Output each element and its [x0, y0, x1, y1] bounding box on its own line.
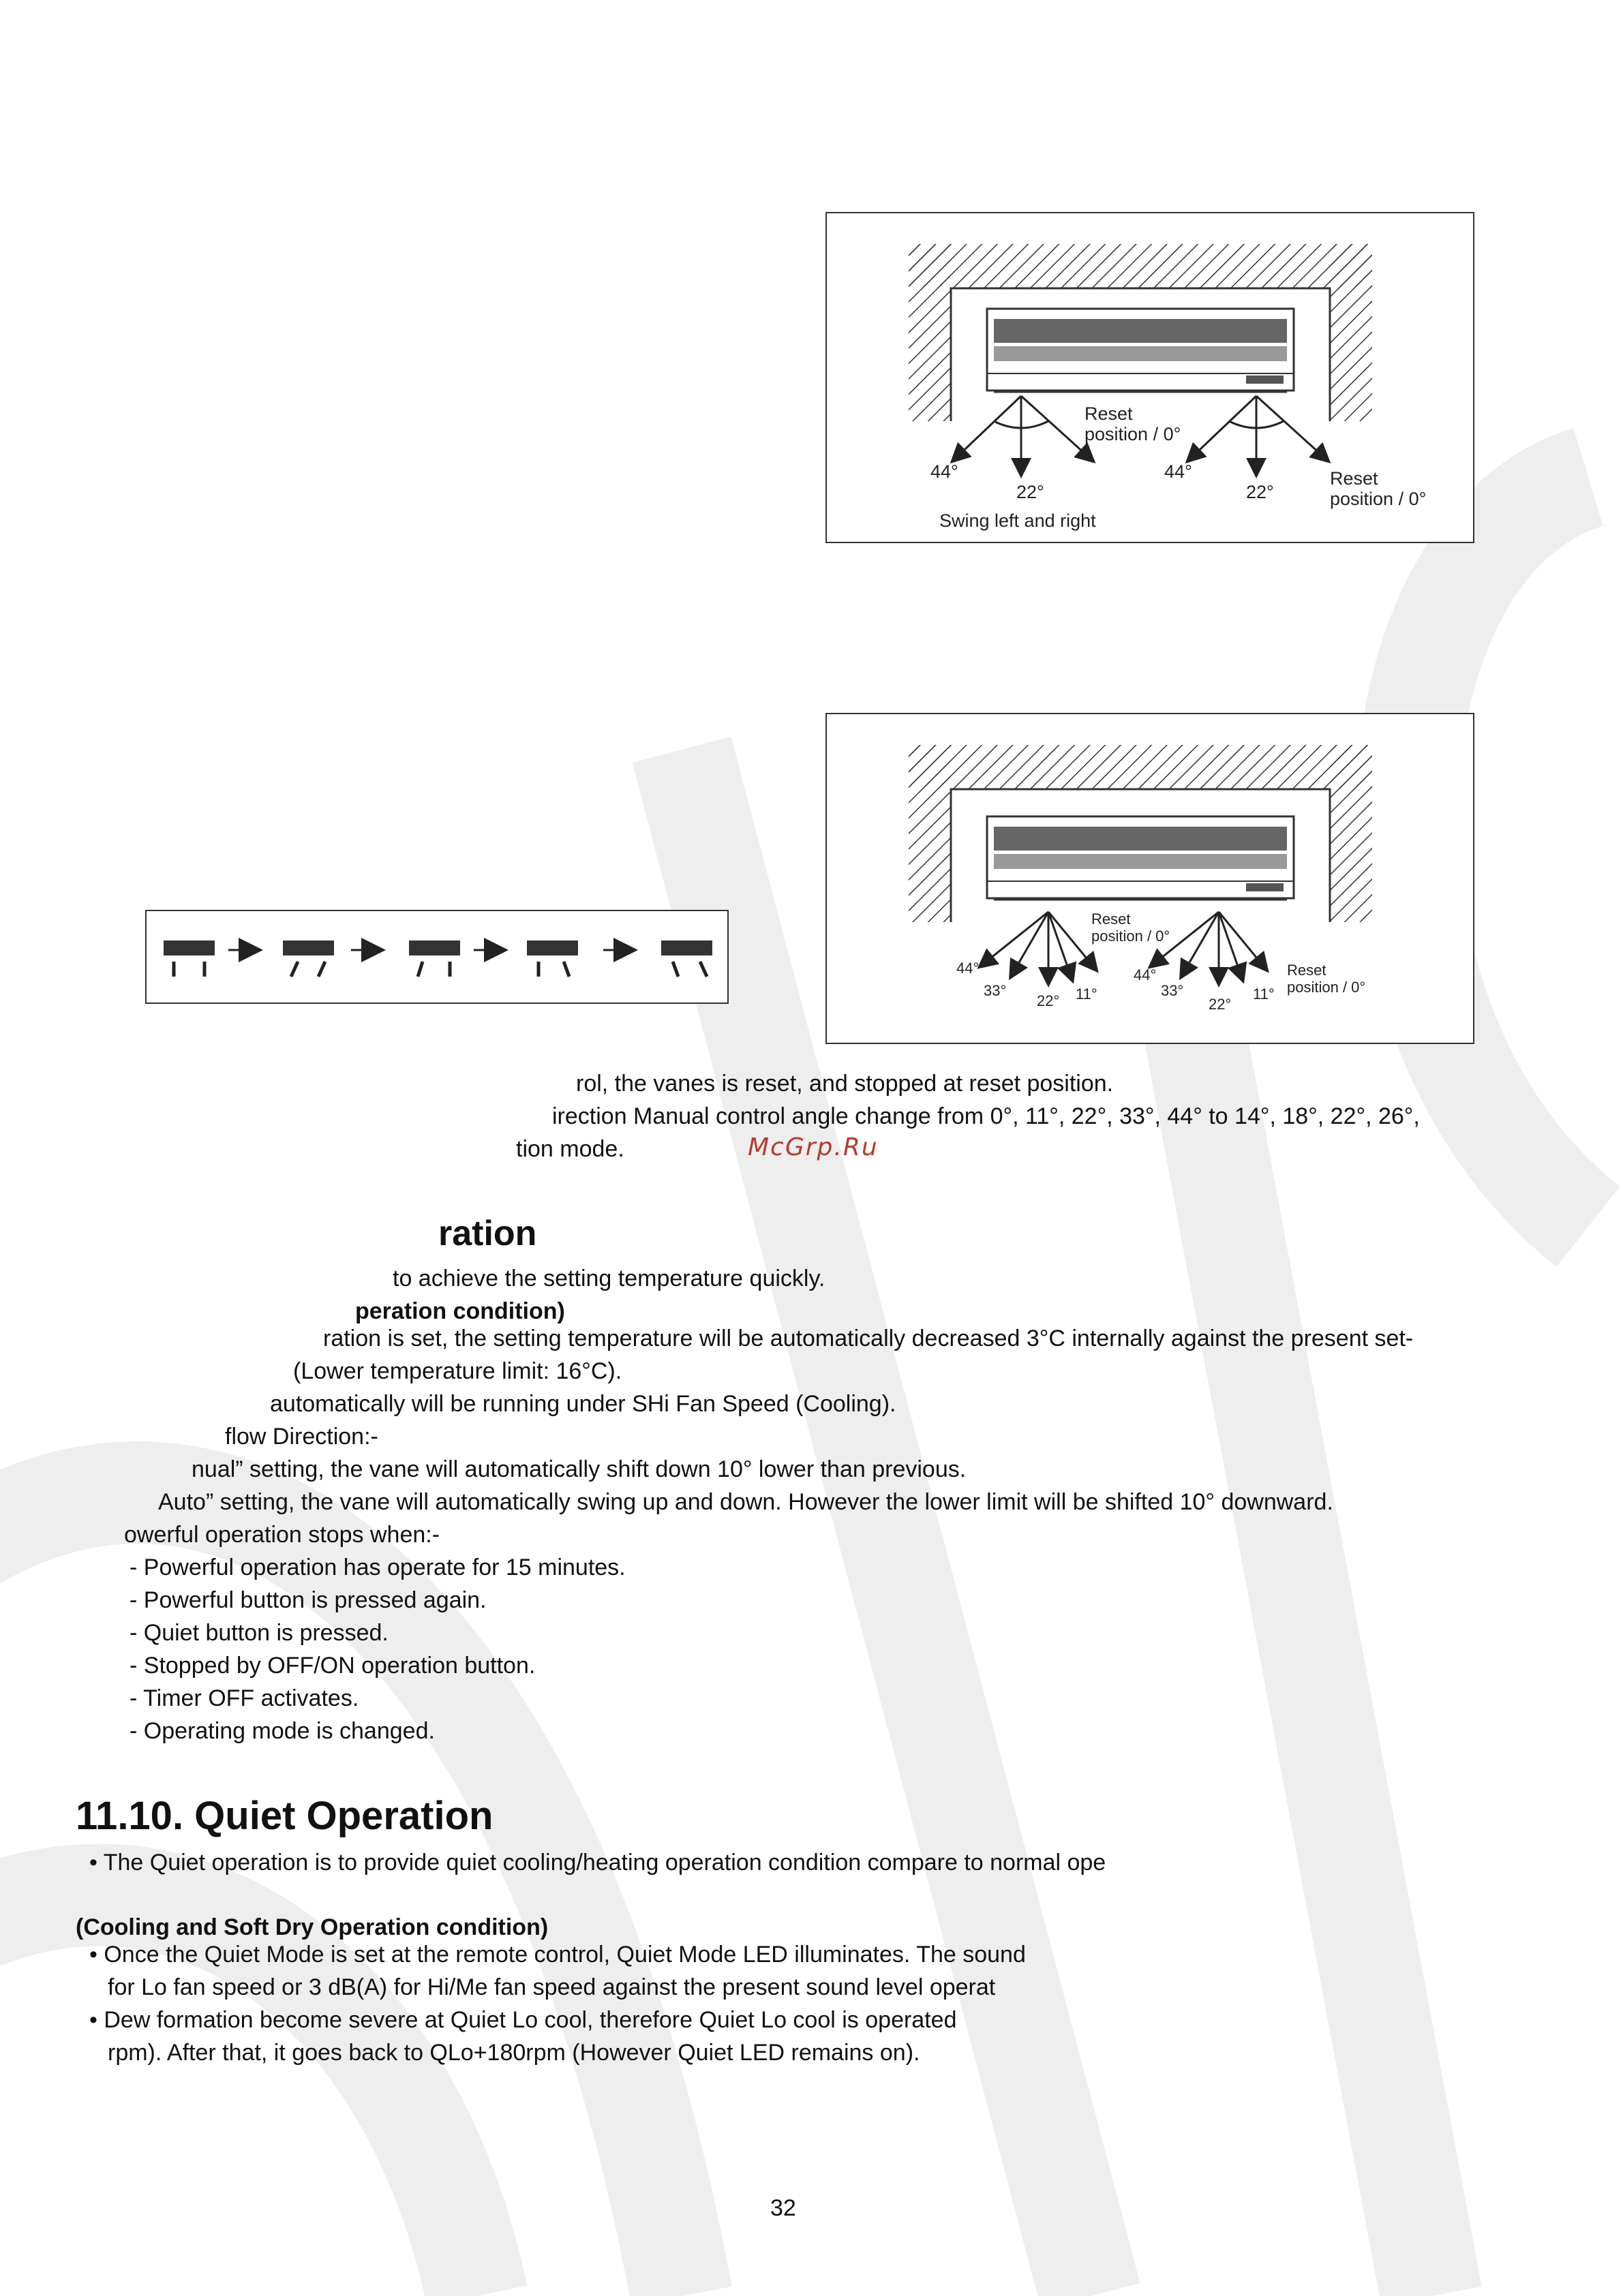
- paragraph-line: automatically will be running under SHi Fan Speed (Cooling).: [270, 1391, 896, 1417]
- angle-label: 44°: [1164, 461, 1192, 482]
- reset-position-label: position / 0°: [1091, 928, 1170, 945]
- paragraph-line: ration is set, the setting temperature will be automatically decreased 3°C internally against the present set-: [323, 1326, 1414, 1351]
- figure-caption: Swing left and right: [939, 510, 1096, 531]
- paragraph-line: Auto” setting, the vane will automatically swing up and down. However the lower limit will be shifted 10° downward.: [158, 1489, 1333, 1515]
- angle-label: 44°: [930, 461, 958, 482]
- figure-swing-up-down: [825, 713, 1474, 1044]
- angle-label: 22°: [1209, 996, 1232, 1013]
- list-item: - Timer OFF activates.: [130, 1685, 359, 1711]
- paragraph-line: rol, the vanes is reset, and stopped at reset position.: [576, 1071, 1114, 1097]
- paragraph-line: irection Manual control angle change from 0°, 11°, 22°, 33°, 44° to 14°, 18°, 22°, 26°,: [552, 1103, 1420, 1129]
- airflow-arrows-right: [1188, 396, 1328, 474]
- vane-position-2: [283, 940, 334, 977]
- reset-position-label: position / 0°: [1330, 489, 1427, 509]
- airflow-arrows-left: [953, 396, 1093, 474]
- vane-position-3: [409, 940, 460, 977]
- angle-label: 22°: [1016, 482, 1044, 502]
- airflow-arrows-right: [1151, 912, 1266, 983]
- section-heading-partial: ration: [438, 1214, 537, 1253]
- list-item: - Operating mode is changed.: [130, 1718, 435, 1744]
- angle-label: 33°: [1161, 982, 1184, 999]
- vane-position-4: [527, 940, 578, 977]
- page-number: 32: [770, 2195, 796, 2221]
- figure-vane-sequence: [145, 910, 729, 1004]
- paragraph-line: to achieve the setting temperature quickly.: [393, 1266, 825, 1291]
- angle-label: 44°: [956, 960, 980, 977]
- paragraph-line: • Once the Quiet Mode is set at the remote control, Quiet Mode LED illuminates. The sound: [89, 1942, 1026, 1968]
- list-item: - Quiet button is pressed.: [130, 1620, 389, 1646]
- paragraph-line: flow Direction:-: [225, 1424, 378, 1450]
- vane-position-5: [661, 940, 712, 977]
- figure-swing-left-right: [825, 212, 1474, 543]
- reset-label: Reset: [1287, 962, 1326, 979]
- site-watermark-text: McGrp.Ru: [748, 1133, 879, 1161]
- paragraph-line: for Lo fan speed or 3 dB(A) for Hi/Me fan speed against the present sound level operat: [108, 1974, 996, 2000]
- angle-label: 11°: [1253, 985, 1275, 1002]
- reset-position-label: position / 0°: [1084, 424, 1181, 444]
- angle-label: 44°: [1134, 966, 1157, 983]
- list-item: - Powerful button is pressed again.: [130, 1587, 487, 1613]
- paragraph-line: rpm). After that, it goes back to QLo+180rpm (However Quiet LED remains on).: [108, 2040, 920, 2066]
- reset-label: Reset: [1091, 910, 1131, 928]
- airflow-arrows-left: [980, 912, 1096, 983]
- angle-label: 11°: [1076, 985, 1097, 1002]
- angle-label: 22°: [1246, 482, 1274, 502]
- paragraph-line: tion mode.: [516, 1136, 624, 1162]
- air-conditioner-unit: [987, 309, 1294, 392]
- angle-label: 22°: [1037, 992, 1060, 1009]
- paragraph-line: • Dew formation become severe at Quiet Lo cool, therefore Quiet Lo cool is operated: [89, 2007, 957, 2033]
- condition-heading: (Cooling and Soft Dry Operation condition): [76, 1914, 549, 1940]
- angle-label: 33°: [984, 982, 1007, 999]
- paragraph-line: nual” setting, the vane will automatically shift down 10° lower than previous.: [192, 1456, 967, 1482]
- list-item: - Powerful operation has operate for 15 minutes.: [130, 1555, 626, 1580]
- reset-label: Reset: [1084, 403, 1133, 424]
- condition-heading: peration condition): [355, 1298, 565, 1324]
- section-heading: 11.10. Quiet Operation: [76, 1794, 494, 1838]
- air-conditioner-unit: [987, 816, 1294, 900]
- reset-position-label: position / 0°: [1287, 979, 1366, 996]
- paragraph-line: owerful operation stops when:-: [124, 1522, 440, 1548]
- reset-label: Reset: [1330, 468, 1378, 489]
- paragraph-line: • The Quiet operation is to provide quiet cooling/heating operation condition compare to normal ope: [89, 1850, 1106, 1876]
- list-item: - Stopped by OFF/ON operation button.: [130, 1653, 536, 1679]
- vane-position-1: [164, 940, 215, 977]
- paragraph-line: (Lower temperature limit: 16°C).: [293, 1358, 622, 1384]
